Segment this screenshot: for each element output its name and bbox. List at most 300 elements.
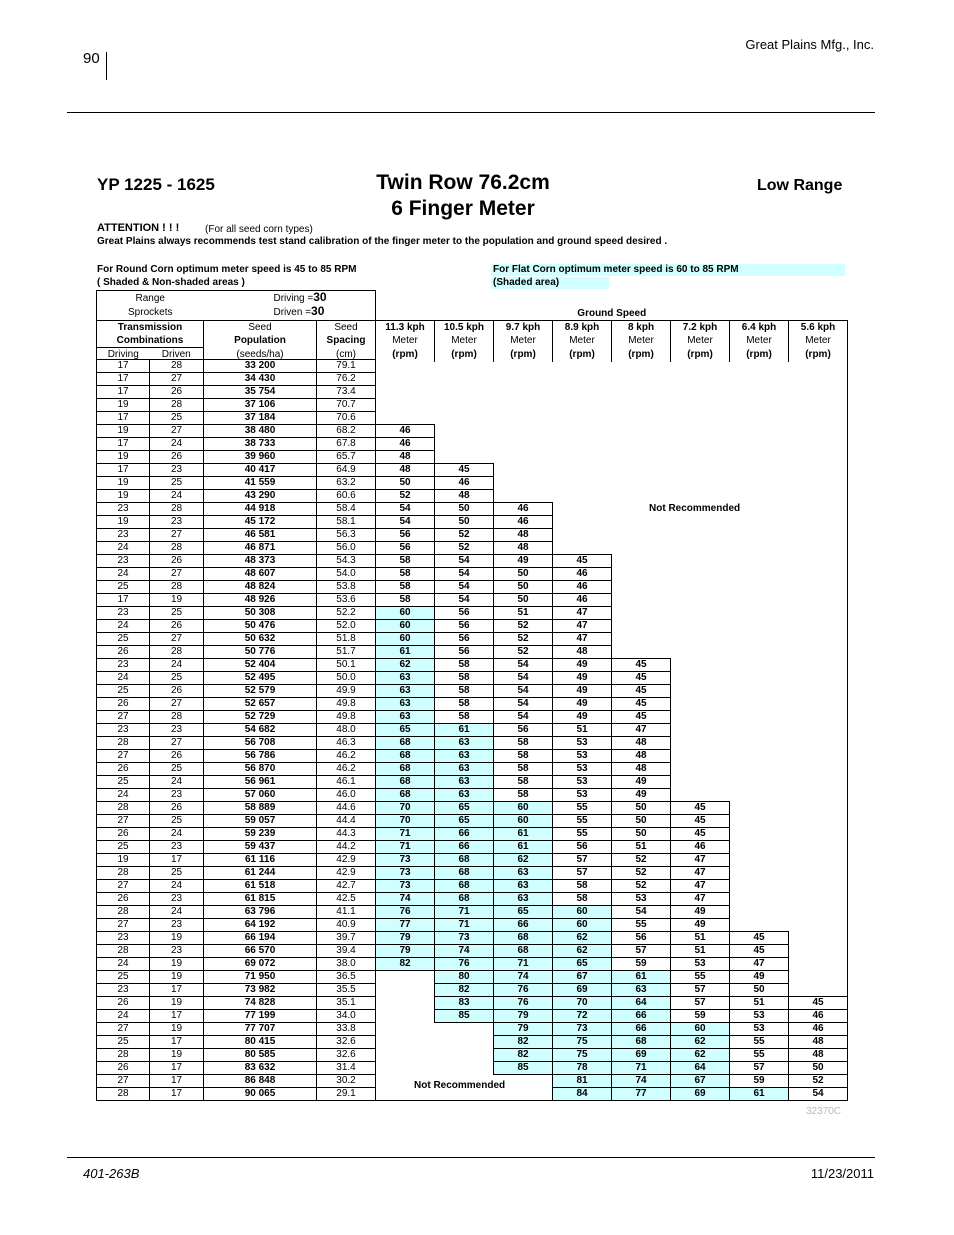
meter-rpm-cell — [435, 399, 494, 412]
meter-rpm-cell — [789, 932, 848, 945]
meter-rpm-cell — [730, 516, 789, 529]
meter-rpm-cell: 85 — [494, 1062, 553, 1075]
title-line-2: 6 Finger Meter — [391, 197, 535, 220]
flat-corn-note-line-2: (Shaded area) — [493, 277, 560, 288]
driving-cell: 19 — [97, 425, 150, 438]
meter-rpm-cell: 50 — [789, 1062, 848, 1075]
population-cell: 58 889 — [204, 802, 317, 815]
meter-rpm-cell — [671, 750, 730, 763]
meter-rpm-cell — [612, 425, 671, 438]
meter-rpm-cell — [435, 373, 494, 386]
meter-rpm-cell: 52 — [494, 633, 553, 646]
figure-id: 32370C — [806, 1106, 842, 1117]
meter-rpm-cell: 47 — [730, 958, 789, 971]
transmission-header-2: Combinations — [97, 334, 204, 348]
meter-rpm-cell — [553, 503, 612, 516]
meter-rpm-cell — [612, 594, 671, 607]
meter-rpm-cell — [612, 464, 671, 477]
meter-rpm-cell: 45 — [730, 945, 789, 958]
meter-rpm-cell — [376, 984, 435, 997]
table-row — [97, 1049, 848, 1062]
table-row — [97, 724, 848, 737]
meter-rpm-cell: 57 — [671, 984, 730, 997]
meter-rpm-cell — [789, 971, 848, 984]
table-row — [97, 672, 848, 685]
meter-rpm-cell: 62 — [553, 932, 612, 945]
table-row — [97, 906, 848, 919]
population-cell: 56 708 — [204, 737, 317, 750]
driving-cell: 26 — [97, 828, 150, 841]
meter-label: Meter — [435, 334, 494, 348]
meter-rpm-cell: 58 — [376, 581, 435, 594]
meter-rpm-cell: 49 — [671, 919, 730, 932]
spacing-cell: 51.7 — [317, 646, 376, 659]
meter-rpm-cell: 54 — [789, 1088, 848, 1101]
meter-rpm-cell — [789, 737, 848, 750]
meter-rpm-cell: 70 — [553, 997, 612, 1010]
meter-rpm-cell — [671, 425, 730, 438]
driven-cell: 26 — [150, 555, 204, 568]
meter-rpm-cell — [789, 815, 848, 828]
driven-cell: 27 — [150, 568, 204, 581]
meter-rpm-cell — [730, 815, 789, 828]
meter-rpm-cell: 48 — [376, 464, 435, 477]
driven-cell: 23 — [150, 789, 204, 802]
spacing-cell: 40.9 — [317, 919, 376, 932]
meter-rpm-cell: 74 — [435, 945, 494, 958]
driving-sprocket-label: Driving = — [273, 293, 314, 304]
meter-rpm-cell: 63 — [376, 698, 435, 711]
table-row — [97, 542, 848, 555]
meter-rpm-cell: 49 — [671, 906, 730, 919]
meter-rpm-cell: 51 — [553, 724, 612, 737]
driving-cell: 26 — [97, 1062, 150, 1075]
meter-rpm-cell: 54 — [494, 672, 553, 685]
driven-cell: 24 — [150, 776, 204, 789]
meter-rpm-cell: 58 — [494, 737, 553, 750]
round-corn-note — [97, 263, 356, 289]
meter-rpm-cell: 62 — [376, 659, 435, 672]
flat-corn-note — [493, 263, 739, 289]
population-cell: 38 480 — [204, 425, 317, 438]
meter-rpm-cell: 66 — [435, 841, 494, 854]
driving-cell: 25 — [97, 776, 150, 789]
driving-cell: 19 — [97, 854, 150, 867]
meter-rpm-cell: 68 — [435, 867, 494, 880]
meter-rpm-cell — [553, 529, 612, 542]
meter-rpm-cell: 73 — [376, 880, 435, 893]
population-cell: 52 579 — [204, 685, 317, 698]
meter-label: Meter — [494, 334, 553, 348]
meter-rpm-cell: 58 — [376, 555, 435, 568]
meter-rpm-cell: 56 — [435, 646, 494, 659]
round-corn-note-line-1: For Round Corn optimum meter speed is 45 to 85 RPM — [97, 264, 357, 275]
meter-rpm-cell — [612, 646, 671, 659]
driven-cell: 23 — [150, 516, 204, 529]
meter-rpm-cell — [612, 386, 671, 399]
driving-cell: 24 — [97, 958, 150, 971]
meter-rpm-cell — [494, 464, 553, 477]
driving-cell: 17 — [97, 412, 150, 425]
meter-rpm-cell: 68 — [612, 1036, 671, 1049]
table-row — [97, 971, 848, 984]
meter-rpm-cell — [671, 724, 730, 737]
meter-rpm-cell: 63 — [435, 750, 494, 763]
spacing-cell: 56.0 — [317, 542, 376, 555]
meter-rpm-cell — [671, 542, 730, 555]
meter-rpm-cell: 61 — [376, 646, 435, 659]
meter-rpm-cell — [730, 893, 789, 906]
speed-header-7: 6.4 kph — [730, 320, 789, 334]
spacing-cell: 48.0 — [317, 724, 376, 737]
driving-cell: 19 — [97, 451, 150, 464]
driven-cell: 27 — [150, 529, 204, 542]
meter-rpm-cell: 62 — [671, 1049, 730, 1062]
meter-rpm-cell: 47 — [553, 607, 612, 620]
spacing-cell: 38.0 — [317, 958, 376, 971]
spacing-cell: 44.2 — [317, 841, 376, 854]
meter-rpm-cell — [730, 776, 789, 789]
meter-label: Meter — [612, 334, 671, 348]
meter-rpm-cell: 58 — [435, 711, 494, 724]
meter-rpm-cell: 52 — [494, 646, 553, 659]
meter-rpm-cell: 58 — [376, 594, 435, 607]
meter-rpm-cell — [730, 581, 789, 594]
meter-rpm-cell: 56 — [435, 633, 494, 646]
meter-rpm-cell — [730, 919, 789, 932]
table-row — [97, 516, 848, 529]
spacing-cell: 70.6 — [317, 412, 376, 425]
table-row — [97, 633, 848, 646]
meter-rpm-cell: 62 — [671, 1036, 730, 1049]
speed-header-6: 7.2 kph — [671, 320, 730, 334]
speed-header-2: 10.5 kph — [435, 320, 494, 334]
meter-rpm-cell — [435, 425, 494, 438]
meter-rpm-cell: 63 — [376, 711, 435, 724]
meter-rpm-cell — [671, 776, 730, 789]
meter-rpm-cell — [553, 516, 612, 529]
driven-cell: 26 — [150, 620, 204, 633]
spacing-cell: 52.2 — [317, 607, 376, 620]
meter-rpm-cell: 54 — [612, 906, 671, 919]
meter-rpm-cell: 75 — [553, 1036, 612, 1049]
rpm-label: (rpm) — [612, 348, 671, 362]
meter-rpm-cell — [789, 373, 848, 386]
meter-rpm-cell: 46 — [671, 841, 730, 854]
meter-rpm-cell: 63 — [494, 867, 553, 880]
meter-rpm-cell: 76 — [494, 984, 553, 997]
meter-rpm-cell: 66 — [612, 1010, 671, 1023]
meter-rpm-cell: 63 — [376, 672, 435, 685]
meter-rpm-cell — [435, 1049, 494, 1062]
range-header: Range — [97, 291, 204, 306]
meter-rpm-cell — [789, 516, 848, 529]
meter-rpm-cell — [435, 1023, 494, 1036]
meter-rpm-cell — [435, 1062, 494, 1075]
meter-rpm-cell — [612, 529, 671, 542]
meter-rpm-cell: 49 — [730, 971, 789, 984]
table-row — [97, 1062, 848, 1075]
meter-rpm-cell: 67 — [553, 971, 612, 984]
meter-rpm-cell — [671, 763, 730, 776]
meter-rpm-cell — [730, 880, 789, 893]
spacing-cell: 54.0 — [317, 568, 376, 581]
population-cell: 52 657 — [204, 698, 317, 711]
meter-rpm-cell: 51 — [612, 841, 671, 854]
driven-sprocket — [204, 305, 376, 320]
rpm-label: (rpm) — [553, 348, 612, 362]
meter-rpm-cell: 53 — [553, 737, 612, 750]
driven-cell: 23 — [150, 919, 204, 932]
driving-cell: 27 — [97, 815, 150, 828]
meter-rpm-cell: 46 — [553, 581, 612, 594]
meter-rpm-cell — [730, 698, 789, 711]
meter-rpm-cell: 65 — [494, 906, 553, 919]
meter-rpm-cell — [730, 750, 789, 763]
meter-rpm-cell — [671, 594, 730, 607]
meter-rpm-cell — [730, 373, 789, 386]
population-cell: 59 239 — [204, 828, 317, 841]
table-row — [97, 1010, 848, 1023]
meter-rpm-cell — [612, 620, 671, 633]
meter-rpm-cell — [789, 750, 848, 763]
meter-rpm-cell — [789, 386, 848, 399]
meter-rpm-cell — [730, 646, 789, 659]
meter-rpm-cell: 61 — [494, 841, 553, 854]
driven-cell: 24 — [150, 438, 204, 451]
meter-rpm-cell: 70 — [376, 802, 435, 815]
meter-rpm-cell — [730, 568, 789, 581]
population-cell: 41 559 — [204, 477, 317, 490]
meter-rpm-cell: 49 — [553, 685, 612, 698]
meter-rpm-cell: 49 — [553, 698, 612, 711]
table-row — [97, 828, 848, 841]
table-row — [97, 555, 848, 568]
meter-rpm-cell — [789, 685, 848, 698]
spacing-cell: 46.2 — [317, 763, 376, 776]
driving-cell: 28 — [97, 906, 150, 919]
meter-rpm-cell — [789, 542, 848, 555]
meter-rpm-cell: 58 — [553, 880, 612, 893]
driving-cell: 27 — [97, 711, 150, 724]
spacing-cell: 56.3 — [317, 529, 376, 542]
meter-rpm-cell — [730, 360, 789, 373]
meter-rpm-cell — [376, 1036, 435, 1049]
meter-rpm-cell: 58 — [553, 893, 612, 906]
driven-cell: 19 — [150, 594, 204, 607]
meter-rpm-cell: 82 — [494, 1049, 553, 1062]
driven-cell: 19 — [150, 1023, 204, 1036]
driven-cell: 17 — [150, 854, 204, 867]
driving-cell: 28 — [97, 867, 150, 880]
driven-cell: 28 — [150, 360, 204, 373]
meter-rpm-cell: 81 — [553, 1075, 612, 1088]
spacing-cell: 68.2 — [317, 425, 376, 438]
table-row — [97, 867, 848, 880]
meter-rpm-cell: 68 — [435, 880, 494, 893]
meter-rpm-cell — [435, 412, 494, 425]
meter-rpm-cell — [494, 451, 553, 464]
driving-cell: 28 — [97, 1088, 150, 1101]
meter-rpm-cell: 62 — [494, 854, 553, 867]
spacing-cell: 49.9 — [317, 685, 376, 698]
driven-cell: 23 — [150, 841, 204, 854]
meter-rpm-cell: 60 — [376, 607, 435, 620]
driving-cell: 19 — [97, 399, 150, 412]
meter-rpm-cell: 65 — [553, 958, 612, 971]
meter-rpm-cell: 53 — [730, 1010, 789, 1023]
driving-cell: 28 — [97, 945, 150, 958]
meter-rpm-cell — [730, 906, 789, 919]
table-row — [97, 841, 848, 854]
meter-rpm-cell: 69 — [612, 1049, 671, 1062]
driven-cell: 27 — [150, 633, 204, 646]
model-label: YP 1225 - 1625 — [97, 175, 215, 194]
meter-rpm-cell: 55 — [553, 802, 612, 815]
driven-cell: 28 — [150, 399, 204, 412]
driving-cell: 27 — [97, 750, 150, 763]
meter-rpm-cell: 47 — [671, 854, 730, 867]
meter-rpm-cell: 48 — [789, 1036, 848, 1049]
meter-rpm-cell: 47 — [553, 633, 612, 646]
meter-rpm-cell: 68 — [376, 789, 435, 802]
meter-rpm-cell: 52 — [612, 867, 671, 880]
meter-rpm-cell: 47 — [671, 893, 730, 906]
table-row — [97, 386, 848, 399]
meter-rpm-cell: 73 — [435, 932, 494, 945]
meter-rpm-cell: 63 — [494, 880, 553, 893]
driving-cell: 23 — [97, 529, 150, 542]
driven-cell: 24 — [150, 880, 204, 893]
spacing-cell: 64.9 — [317, 464, 376, 477]
table-header — [96, 290, 848, 362]
driven-cell: 23 — [150, 464, 204, 477]
flat-corn-note-line-1: For Flat Corn optimum meter speed is 60 to 85 RPM — [493, 264, 739, 275]
population-cell: 83 632 — [204, 1062, 317, 1075]
meter-rpm-cell — [789, 646, 848, 659]
meter-rpm-cell — [671, 386, 730, 399]
meter-rpm-cell: 79 — [494, 1023, 553, 1036]
meter-rpm-cell: 73 — [553, 1023, 612, 1036]
meter-rpm-cell — [789, 568, 848, 581]
population-cell: 50 776 — [204, 646, 317, 659]
driving-cell: 17 — [97, 594, 150, 607]
driving-cell: 24 — [97, 568, 150, 581]
meter-rpm-cell — [376, 971, 435, 984]
meter-rpm-cell: 45 — [671, 828, 730, 841]
meter-rpm-cell — [789, 984, 848, 997]
driving-sprocket — [204, 291, 376, 306]
spacing-cell: 52.0 — [317, 620, 376, 633]
meter-rpm-cell: 54 — [376, 503, 435, 516]
driven-cell: 23 — [150, 945, 204, 958]
spacing-cell: 65.7 — [317, 451, 376, 464]
meter-rpm-cell: 58 — [435, 698, 494, 711]
spacing-cell: 44.3 — [317, 828, 376, 841]
meter-rpm-cell: 59 — [612, 958, 671, 971]
driven-cell: 28 — [150, 581, 204, 594]
meter-rpm-cell: 77 — [612, 1088, 671, 1101]
meter-rpm-cell — [730, 594, 789, 607]
meter-rpm-cell: 58 — [435, 685, 494, 698]
meter-rpm-cell: 78 — [553, 1062, 612, 1075]
meter-rpm-cell: 49 — [553, 659, 612, 672]
meter-rpm-cell: 63 — [435, 789, 494, 802]
meter-rpm-cell: 54 — [494, 711, 553, 724]
meter-rpm-cell — [730, 724, 789, 737]
meter-rpm-cell — [730, 672, 789, 685]
driving-cell: 23 — [97, 984, 150, 997]
table-row — [97, 698, 848, 711]
population-cell: 71 950 — [204, 971, 317, 984]
driven-cell: 24 — [150, 659, 204, 672]
meter-rpm-cell: 71 — [435, 919, 494, 932]
meter-rpm-cell — [494, 360, 553, 373]
meter-rpm-cell — [553, 373, 612, 386]
meter-rpm-cell — [789, 503, 848, 516]
meter-rpm-cell — [730, 425, 789, 438]
meter-rpm-cell — [553, 412, 612, 425]
meter-rpm-cell — [789, 399, 848, 412]
driven-cell: 25 — [150, 412, 204, 425]
population-cell: 66 570 — [204, 945, 317, 958]
meter-rpm-cell — [789, 360, 848, 373]
meter-rpm-cell: 63 — [612, 984, 671, 997]
meter-rpm-cell — [671, 412, 730, 425]
meter-rpm-cell: 46 — [435, 477, 494, 490]
driving-sprocket-value: 30 — [313, 290, 327, 304]
meter-rpm-cell: 76 — [376, 906, 435, 919]
meter-rpm-cell — [730, 620, 789, 633]
meter-rpm-cell — [789, 529, 848, 542]
meter-rpm-cell: 68 — [376, 763, 435, 776]
meter-rpm-cell — [553, 399, 612, 412]
meter-rpm-cell — [789, 555, 848, 568]
spacing-header-1: Seed — [317, 320, 376, 334]
spacing-cell: 46.1 — [317, 776, 376, 789]
meter-rpm-cell: 62 — [553, 945, 612, 958]
population-cell: 50 632 — [204, 633, 317, 646]
meter-rpm-cell: 58 — [494, 750, 553, 763]
population-cell: 57 060 — [204, 789, 317, 802]
meter-rpm-cell: 57 — [612, 945, 671, 958]
meter-rpm-cell: 48 — [376, 451, 435, 464]
driving-cell: 27 — [97, 1023, 150, 1036]
driving-cell: 17 — [97, 386, 150, 399]
meter-rpm-cell: 46 — [553, 594, 612, 607]
meter-rpm-cell: 64 — [671, 1062, 730, 1075]
meter-rpm-cell — [730, 412, 789, 425]
page-title — [330, 170, 596, 222]
meter-rpm-cell — [789, 698, 848, 711]
meter-rpm-cell: 45 — [553, 555, 612, 568]
table-row — [97, 945, 848, 958]
meter-rpm-cell: 52 — [612, 880, 671, 893]
meter-rpm-cell — [671, 373, 730, 386]
table-row — [97, 438, 848, 451]
meter-rpm-cell — [789, 620, 848, 633]
table-row — [97, 984, 848, 997]
population-cell: 66 194 — [204, 932, 317, 945]
table-row — [97, 802, 848, 815]
meter-rpm-cell: 53 — [730, 1023, 789, 1036]
speed-header-5: 8 kph — [612, 320, 671, 334]
table-row — [97, 373, 848, 386]
meter-rpm-cell: 52 — [435, 542, 494, 555]
speed-header-4: 8.9 kph — [553, 320, 612, 334]
spacing-cell: 44.4 — [317, 815, 376, 828]
title-line-1: Twin Row 76.2cm — [376, 171, 550, 194]
